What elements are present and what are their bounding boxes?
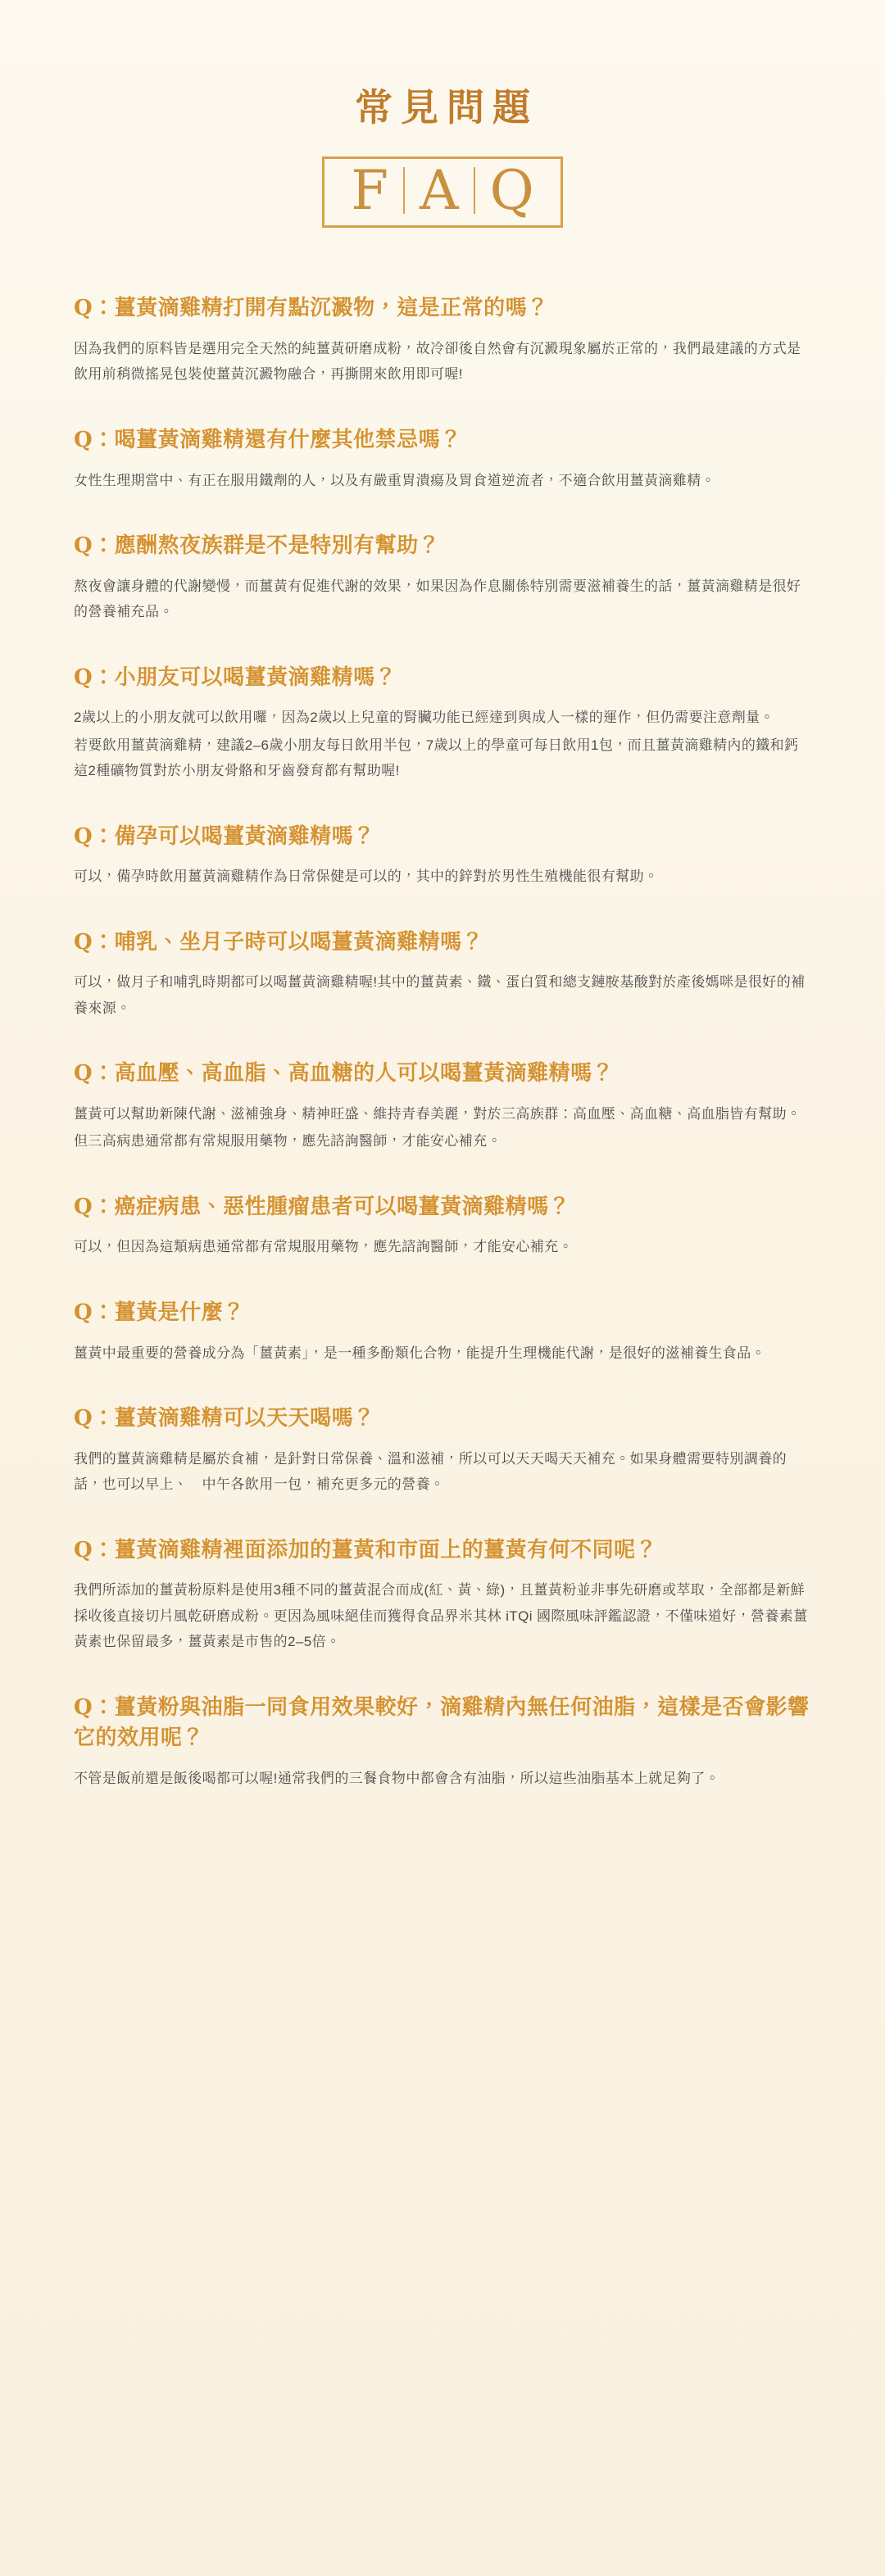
faq-answer <box>74 1101 811 1154</box>
faq-answer <box>74 864 811 889</box>
faq-question: Q：應酬熬夜族群是不是特別有幫助？ <box>74 533 441 558</box>
faq-question: Q：薑黃滴雞精可以天天喝嗎？ <box>74 1406 375 1431</box>
faq-answer-paragraph: 但三高病患通常都有常規服用藥物，應先諮詢醫師，才能安心補充。 <box>74 1133 502 1150</box>
faq-answer <box>74 1766 811 1791</box>
faq-question: Q：薑黃滴雞精打開有點沉澱物，這是正常的嗎？ <box>74 296 549 321</box>
faq-answer-paragraph: 可以，備孕時飲用薑黃滴雞精作為日常保健是可以的，其中的鋅對於男性生殖機能很有幫助。 <box>74 868 659 885</box>
faq-item <box>74 927 811 1022</box>
faq-acronym-box <box>322 156 563 228</box>
faq-list <box>74 293 811 1791</box>
faq-answer <box>74 1577 811 1654</box>
faq-letter-a: A <box>420 159 459 222</box>
faq-question: Q：喝薑黃滴雞精還有什麼其他禁忌嗎？ <box>74 427 462 452</box>
faq-item <box>74 822 811 890</box>
faq-item <box>74 1298 811 1366</box>
faq-answer <box>74 468 811 493</box>
faq-question: Q：備孕可以喝薑黃滴雞精嗎？ <box>74 823 375 849</box>
faq-answer-paragraph: 薑黃中最重要的營養成分為「薑黃素」，是一種多酚類化合物，能提升生理機能代謝，是很好的滋補養生食品。 <box>74 1345 766 1361</box>
faq-question: Q：薑黃粉與油脂一同食用效果較好，滴雞精內無任何油脂，這樣是否會影響它的效用呢？ <box>74 1694 810 1751</box>
faq-answer <box>74 1234 811 1259</box>
faq-question: Q：高血壓、高血脂、高血糖的人可以喝薑黃滴雞精嗎？ <box>74 1061 615 1086</box>
faq-question: Q：薑黃滴雞精裡面添加的薑黃和市面上的薑黃有何不同呢？ <box>74 1537 658 1562</box>
faq-question: Q：癌症病患、惡性腫瘤患者可以喝薑黃滴雞精嗎？ <box>74 1194 571 1219</box>
faq-answer <box>74 1340 811 1366</box>
faq-item <box>74 663 811 784</box>
faq-item <box>74 1535 811 1655</box>
faq-acronym-letters <box>336 159 549 222</box>
faq-letter-f: F <box>351 159 388 222</box>
faq-answer-paragraph: 我們所添加的薑黃粉原料是使用3種不同的薑黃混合而成(紅、黃、綠)，且薑黃粉並非事先研磨或萃取，全部都是新鮮採收後直接切片風乾研磨成粉。更因為風味絕佳而獲得食品界米其林 iTQi 國際風味評鑑認證，不僅味道好，營養素薑黃素也保留最多，薑黃素是市售的2–5倍。 <box>74 1582 808 1650</box>
faq-item <box>74 1059 811 1154</box>
page-title: 常見問題 <box>355 85 538 129</box>
faq-answer-paragraph: 不管是飯前還是飯後喝都可以喔!通常我們的三餐食物中都會含有油脂，所以這些油脂基本上就足夠了。 <box>74 1770 720 1786</box>
faq-answer <box>74 705 811 783</box>
faq-item <box>74 425 811 493</box>
faq-question: Q：小朋友可以喝薑黃滴雞精嗎？ <box>74 664 397 690</box>
faq-answer-paragraph: 2歲以上的小朋友就可以飲用囉，因為2歲以上兒童的腎臟功能已經達到與成人一樣的運作，但仍需要注意劑量。 <box>74 710 774 726</box>
faq-item <box>74 531 811 625</box>
faq-item <box>74 1693 811 1792</box>
faq-question: Q：薑黃是什麼？ <box>74 1299 245 1325</box>
faq-answer <box>74 969 811 1021</box>
faq-answer-paragraph: 若要飲用薑黃滴雞精，建議2–6歲小朋友每日飲用半包，7歲以上的學童可每日飲用1包，而且薑黃滴雞精內的鐵和鈣這2種礦物質對於小朋友骨骼和牙齒發育都有幫助喔! <box>74 737 799 779</box>
faq-question: Q：哺乳、坐月子時可以喝薑黃滴雞精嗎？ <box>74 929 484 955</box>
faq-answer-paragraph: 我們的薑黃滴雞精是屬於食補，是針對日常保養、溫和滋補，所以可以天天喝天天補充。如果身體需要特別調養的話，也可以早上、 中午各飲用一包，補充更多元的營養。 <box>74 1450 787 1493</box>
faq-answer-paragraph: 可以，但因為這類病患通常都有常規服用藥物，應先諮詢醫師，才能安心補充。 <box>74 1239 573 1255</box>
faq-answer <box>74 574 811 625</box>
faq-item <box>74 1192 811 1260</box>
faq-letter-q: Q <box>489 159 534 222</box>
faq-answer-paragraph: 熬夜會讓身體的代謝變慢，而薑黃有促進代謝的效果，如果因為作息關係特別需要滋補養生的話，薑黃滴雞精是很好的營養補充品。 <box>74 578 801 620</box>
faq-item <box>74 1404 811 1498</box>
faq-answer-paragraph: 女性生理期當中、有正在服用鐵劑的人，以及有嚴重胃潰瘍及胃食道逆流者，不適合飲用薑黃滴雞精。 <box>74 472 715 488</box>
faq-item <box>74 293 811 388</box>
faq-answer <box>74 336 811 388</box>
faq-answer-paragraph: 薑黃可以幫助新陳代謝、滋補強身、精神旺盛、維持青春美麗，對於三高族群：高血壓、高血糖、高血脂皆有幫助。 <box>74 1105 801 1122</box>
faq-answer <box>74 1446 811 1498</box>
faq-answer-paragraph: 因為我們的原料皆是選用完全天然的純薑黃研磨成粉，故冷卻後自然會有沉澱現象屬於正常的，我們最建議的方式是飲用前稍微搖晃包裝使薑黃沉澱物融合，再撕開來飲用即可喔! <box>74 340 801 383</box>
faq-answer-paragraph: 可以，做月子和哺乳時期都可以喝薑黃滴雞精喔!其中的薑黃素、鐵、蛋白質和總支鏈胺基酸對於產後媽咪是很好的補養來源。 <box>74 974 806 1016</box>
page-header <box>0 0 885 228</box>
